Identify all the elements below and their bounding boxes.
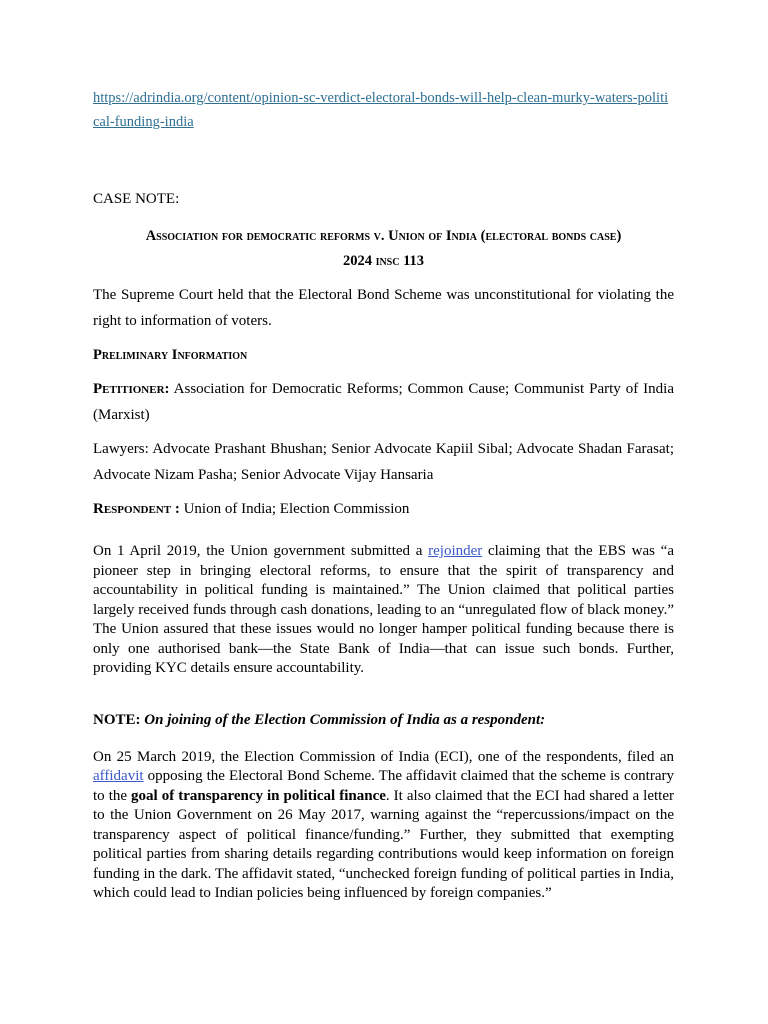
affidavit-link[interactable]: affidavit [93,768,144,784]
petitioner-label: Petitioner: [93,381,170,397]
rejoinder-paragraph [93,542,674,679]
lawyers-info: Lawyers: Advocate Prashant Bhushan; Senior Advocate Kapiil Sibal; Advocate Shadan Farasat; Advocate Nizam Pasha; Senior Advocate Vijay Hansaria [93,441,674,483]
petitioner-value: Association for Democratic Reforms; Common Cause; Communist Party of India (Marxist) [93,381,674,423]
respondent-label: Respondent : [93,501,180,517]
petitioner-info [93,376,674,428]
case-title [93,224,674,274]
holding-summary: The Supreme Court held that the Electoral Bond Scheme was unconstitutional for violating the right to information of voters. [93,287,674,329]
note-text: On joining of the Election Commission of India as a respondent: [140,711,546,728]
para2-part3: . It also claimed that the ECI had shared a letter to the Union Government on 26 May 2017, warning against the “repercussions/impact on the transparency aspect of political finance/funding.” Further, they submitted that exempting political parties from sharing details regarding contributions would keep information on foreign funding in the dark. The affidavit stated, “unchecked foreign funding of political parties in India, which could lead to Indian policies being influenced by foreign companies.” [93,787,674,901]
para2-part2: opposing the Electoral Bond Scheme. The affidavit claimed that the scheme is contrary to the [93,768,674,804]
case-title-line1: Association for democratic reforms v. Union of India (electoral bonds case) [145,228,622,244]
note-label: NOTE: [93,711,141,728]
rejoinder-link[interactable]: rejoinder [428,543,483,559]
affidavit-paragraph [93,748,674,904]
preliminary-information-heading: Preliminary Information [93,347,248,363]
case-citation: 2024 insc 113 [342,253,425,269]
respondent-value: Union of India; Election Commission [179,501,410,517]
respondent-info [93,496,674,522]
case-note-label: CASE NOTE: [93,191,180,207]
para2-bold-phrase: goal of transparency in political finance [131,787,386,804]
para2-part1: On 25 March 2019, the Election Commission of India (ECI), one of the respondents, filed an [93,748,674,765]
para1-text-after: claiming that the EBS was “a pioneer step in bringing electoral reforms, to ensure that the spirit of transparency and accountability in political funding is maintained.” The Union claimed that political parties largely received funds through cash donations, leading to an “unregulated flow of black money.” The Union assured that these issues would no longer hamper political funding because there is only one authorised bank—the State Bank of India—that can issue such bonds. Further, providing KYC details ensure accountability. [93,543,674,676]
document-body [93,86,674,904]
source-url-link[interactable]: https://adrindia.org/content/opinion-sc-verdict-electoral-bonds-will-help-clean-murky-waters-political-funding-india [93,90,669,130]
para1-text-before: On 1 April 2019, the Union government submitted a [93,543,429,559]
note-heading [93,710,674,730]
